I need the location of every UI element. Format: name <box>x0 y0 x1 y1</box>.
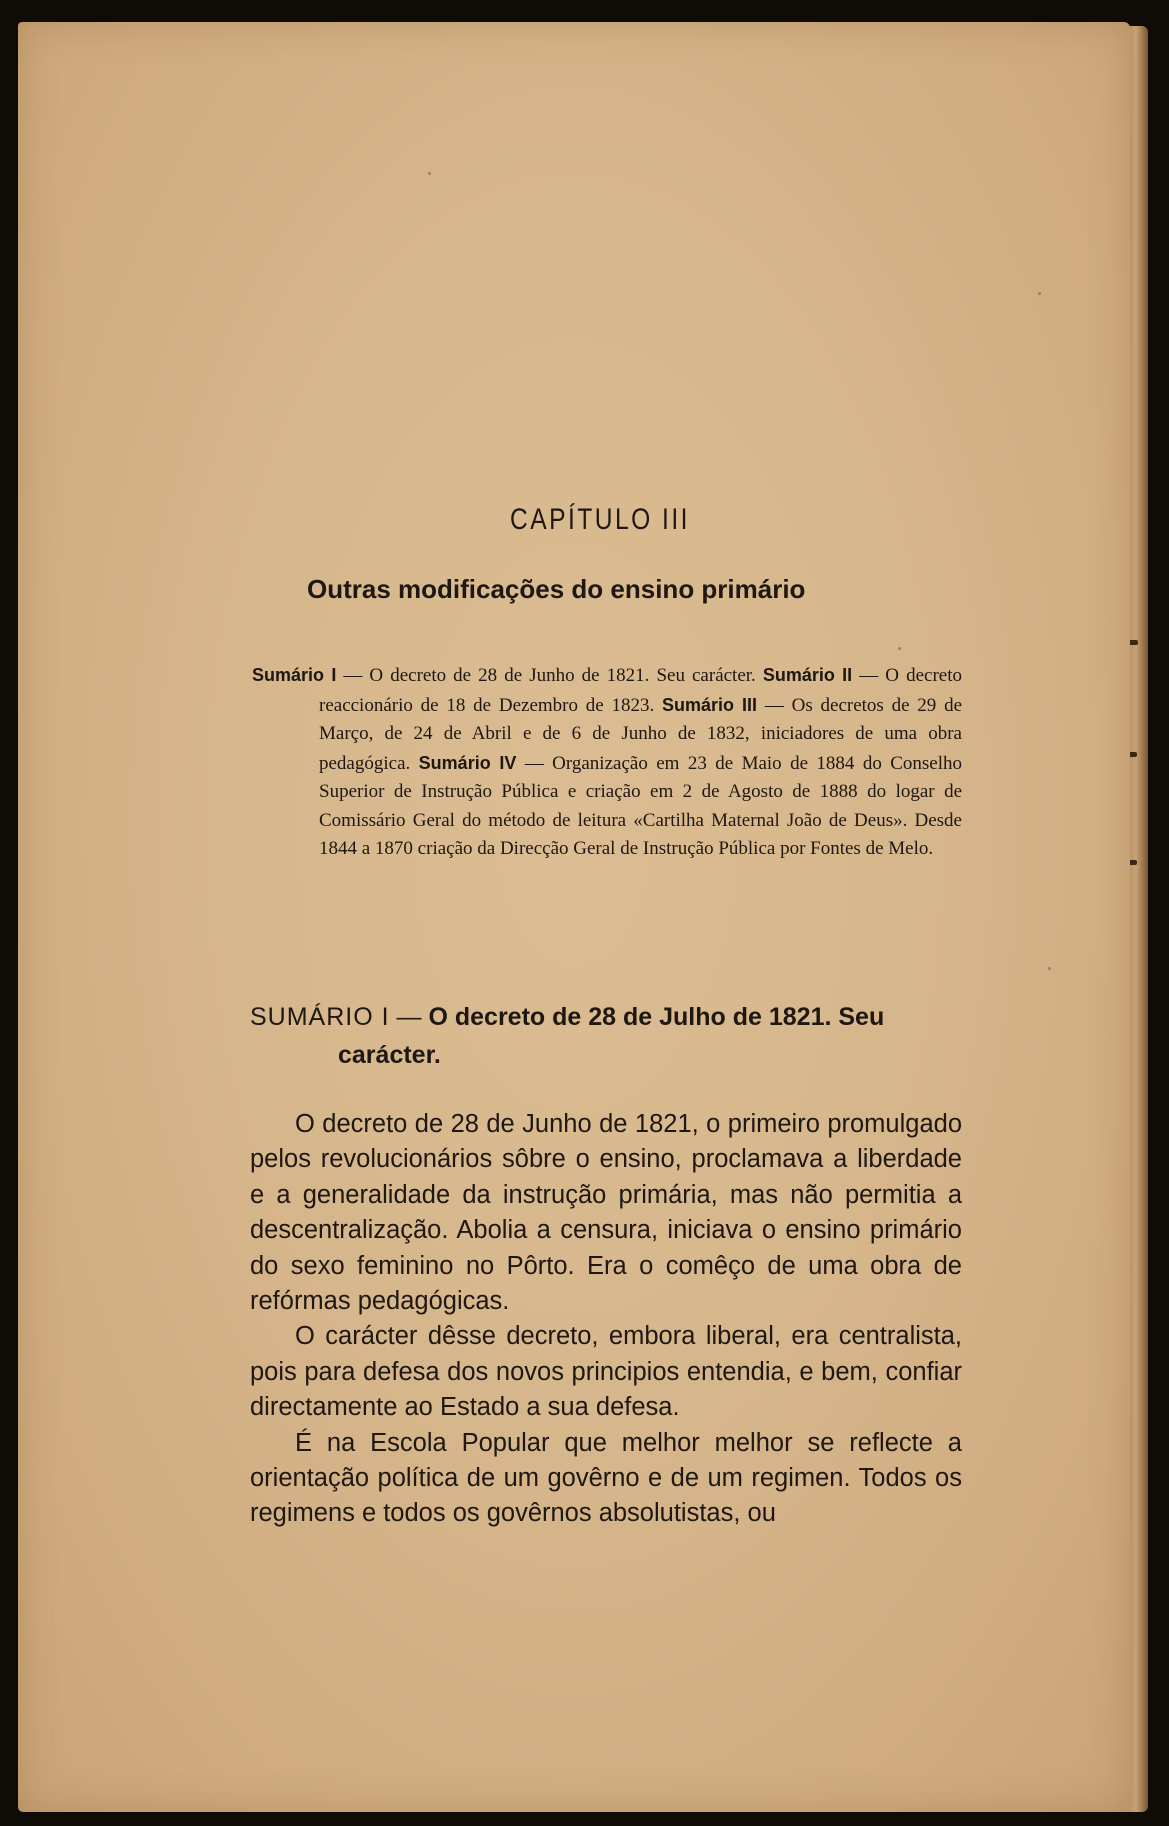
paragraph: É na Escola Popular que melhor melhor se reflecte a orientação política de um govêrno e de um regimen. Todos os regimens e todos os govêrnos absolutistas, ou <box>250 1428 962 1528</box>
section-heading <box>250 998 970 1074</box>
paragraph: O decreto de 28 de Junho de 1821, o primeiro promulgado pelos revolucionários sôbre o ensino, proclamava a liberdade e a generalidade da instrução primária, mas não permitia a descentralização. Abolia a censura, iniciava o ensino primário do sexo feminino no Pôrto. Era o comêço de uma obra de refórmas pedagógicas. <box>250 1110 962 1316</box>
chapter-summary <box>252 661 962 864</box>
body-text <box>250 1107 962 1532</box>
section-dash: — <box>389 1003 429 1031</box>
summary-label: Sumário I <box>252 665 337 685</box>
paper-speck <box>898 647 901 650</box>
section-label: SUMÁRIO I <box>250 1003 390 1031</box>
summary-label: Sumário III <box>662 694 758 715</box>
summary-text: — Os decretos de 29 de Março, de 24 de Abril e de 6 de Junho de 1832, iniciadores de uma obra pedagógica. <box>319 694 963 774</box>
summary-text: — Organização em 23 de Maio de 1884 do Conselho Superior de Instrução Pública e criação em 2 de Agosto de 1888 do logar de Comissário Geral do método de leitura «Cartilha Maternal João de Deus». Desde 1844 a 1870 criação da Direcção Geral de Instrução Pública por Fontes de Melo. <box>319 752 962 859</box>
section-title: O decreto de 28 de Julho de 1821. Seu <box>428 1003 885 1031</box>
paper-speck <box>428 172 431 175</box>
summary-text: — O decreto reaccionário de 18 de Dezembro de 1823. <box>319 665 962 716</box>
summary-label: Sumário II <box>762 665 853 685</box>
summary-text: — O decreto de 28 de Junho de 1821. Seu carácter. <box>336 665 763 686</box>
paper-speck <box>1048 967 1051 970</box>
section-title-continued: carácter. <box>338 1041 441 1069</box>
book-page <box>18 22 1130 1812</box>
chapter-heading: CAPÍTULO III <box>510 503 690 536</box>
chapter-title: Outras modificações do ensino primário <box>307 574 806 604</box>
summary-item-1 <box>252 665 763 686</box>
paper-speck <box>1038 292 1041 295</box>
paragraph: O carácter dêsse decreto, embora liberal, era centralista, pois para defesa dos novos principios entendia, e bem, confiar directamente ao Estado a sua defesa. <box>250 1322 962 1422</box>
summary-label: Sumário IV <box>418 752 517 773</box>
